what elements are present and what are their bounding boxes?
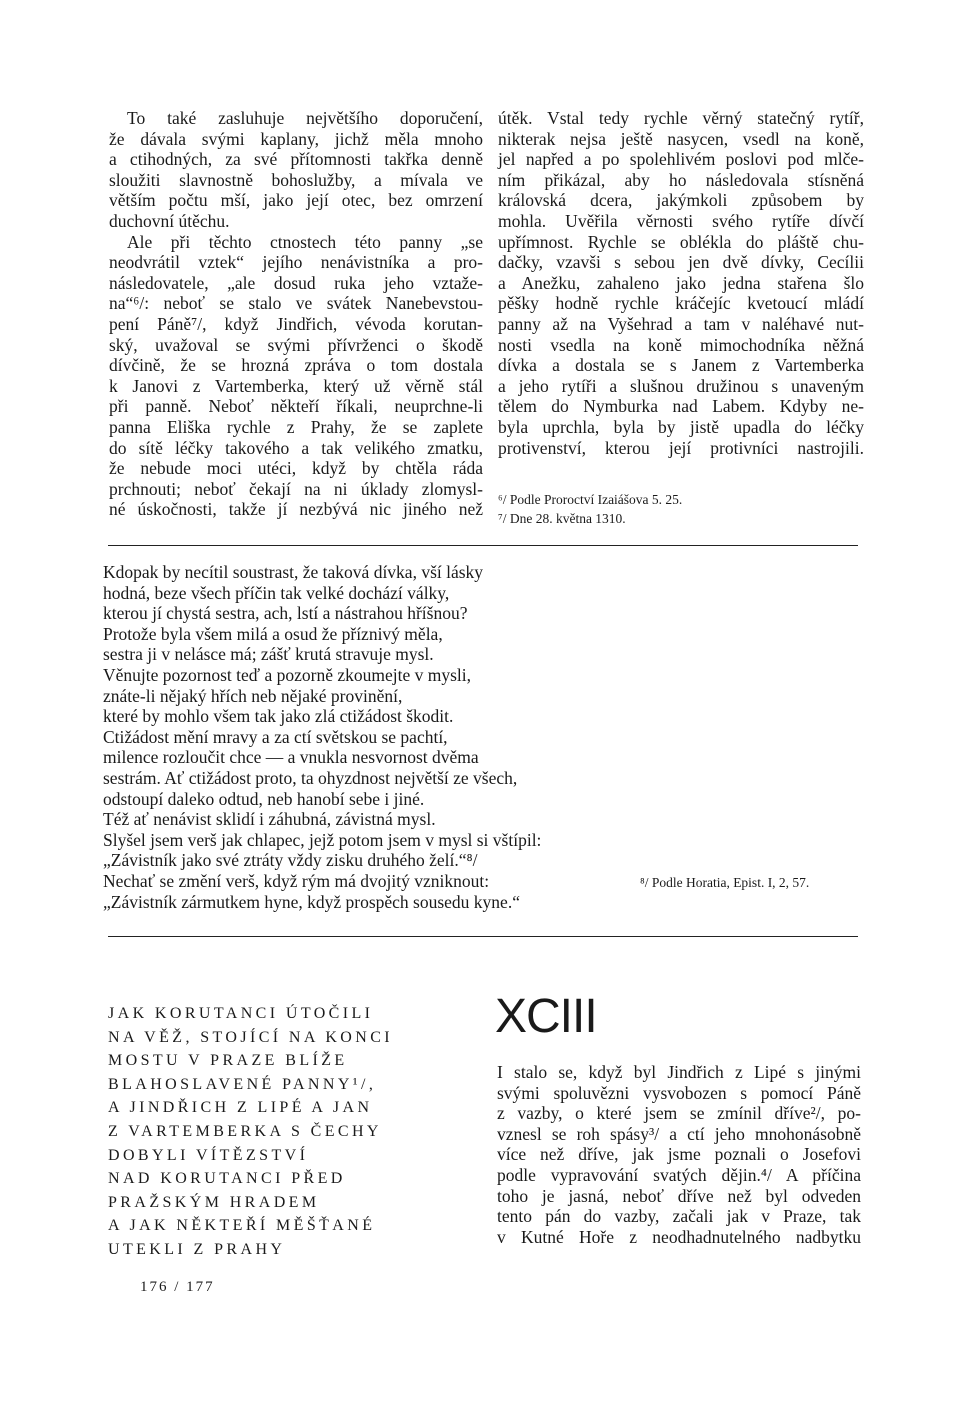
poem-line: Věnujte pozornost teď a pozorně zkoumejte v mysli, (103, 664, 472, 685)
text-line: více než dříve, jak jsme poznali o Josefovi (497, 1144, 861, 1165)
poem-line: Slyšel jsem verš jak chlapec, jejž potom jsem v mysl si vštípil: (103, 829, 542, 850)
text-line: tělem do Nymburka nad Labem. Kdyby ne- (498, 396, 864, 417)
poem-line: odstoupí daleko odtud, neb hanobí sebe i jiné. (103, 788, 425, 809)
text-line: vznesl se roh spásy³/ a ctí jeho mnohonásobně (497, 1123, 861, 1144)
poem-line: Ctižádost mění mravy a za ctí světskou se pachtí, (103, 726, 448, 747)
poem-footnote: ⁸/ Podle Horatia, Epist. I, 2, 57. (640, 875, 810, 890)
text-line: duchovní útěchu. (109, 210, 230, 231)
text-line: následovatele, „ale dosud ruka jeho vztaže- (109, 272, 483, 293)
divider (108, 545, 858, 546)
left-text-column (109, 108, 483, 520)
text-line: při panně. Neboť někteří říkali, neuprchne-li (109, 396, 483, 417)
poem-line: Protože byla všem milá a osud že příznivý měla, (103, 623, 443, 644)
poem-line: „Závistník zármutkem hyne, když prospěch sousedu kyne.“ (103, 891, 520, 912)
text-line: královská dcera, jakýmkoli způsobem by (498, 190, 864, 211)
poem-line: hodná, beze všech příčin tak velké dochází války, (103, 582, 450, 603)
text-line: jel napřed a po spolehlivém poslovi pod mlče- (498, 149, 864, 170)
poem-line: které by mohlo všem tak jako zlá ctižádost škodit. (103, 706, 454, 727)
poem-line: kterou jí chystá sestra, ach, lstí a nástrahou hříšnou? (103, 603, 468, 624)
text-line: ský, uvažoval se svými přívrženci o škodě (109, 334, 483, 355)
heading-line: NA VĚŽ, STOJÍCÍ NA KONCI (108, 1028, 394, 1046)
text-line: a Anežku, zahaleno jako jedna stařena šlo (498, 272, 864, 293)
heading-line: NAD KORUTANCI PŘED (108, 1170, 346, 1188)
poem-line: sestra ji v nelásce má; zášť krutá stravuje mysl. (103, 644, 434, 665)
poem-line: Též ať nenávist sklidí i záhubná, závistná mysl. (103, 809, 436, 830)
poem-line: milence rozloučit chce — a vnukla nesvornost dvěma (103, 747, 479, 768)
text-line: panny až na Vyšehrad a tam v naléhavé nut- (498, 313, 864, 334)
text-line: upřímnost. Rychle se oblékla do pláště chu- (498, 231, 864, 252)
text-line: k Janovi z Vartemberka, který už věrně stál (109, 375, 483, 396)
text-line: nosti vsedla na koně mimochodníka něžná (498, 334, 864, 355)
footnote: ⁷/ Dne 28. května 1310. (498, 511, 626, 526)
text-line: svými spoluvězni vysvobozen s pomocí Páně (497, 1082, 861, 1103)
heading-line: DOBYLI VÍTĚZSTVÍ (108, 1146, 309, 1164)
text-line: I stalo se, když byl Jindřich z Lipé s jinými (497, 1062, 861, 1082)
poem-line: sestrám. Ať ctižádost proto, ta ohyzdnost největší ze všech, (103, 767, 518, 788)
divider (108, 936, 858, 937)
heading-line: Z VARTEMBERKA S ČECHY (108, 1122, 382, 1140)
footnote: ⁶/ Podle Proroctví Izaiášova 5. 25. (498, 492, 683, 507)
heading-line: UTEKLI Z PRAHY (108, 1240, 286, 1258)
poem-line: „Závistník jako své ztráty vždy zisku druhého želí.“⁸/ (103, 850, 478, 871)
text-line: pěšky hodně rychle kráčejíc kvetoucí mládí (498, 293, 864, 314)
text-line: tento pán do vazby, začali jak v Praze, tak (497, 1206, 861, 1227)
text-line: na“⁶/: neboť se stalo ve svátek Nanebevstou- (109, 293, 483, 314)
text-line: mohla. Uvěřila věrnosti svého rytíře dívčí (498, 210, 864, 231)
text-line: pení Páně⁷/, když Jindřich, vévoda korutan- (109, 313, 483, 334)
text-line: protivenství, kterou její protivníci nastrojili. (498, 437, 864, 458)
text-line: Ale při těchto ctnostech této panny „se (127, 231, 483, 252)
chapter-number: XCIII (495, 990, 597, 1043)
heading-line: MOSTU V PRAZE BLÍŽE (108, 1052, 348, 1070)
chapter-heading (108, 1002, 418, 1262)
text-line: že dávala svými kaplany, jichž měla mnoho (109, 128, 483, 149)
text-line: do sítě léčky takového a tak velikého zmatku, (109, 437, 483, 458)
text-line: v Kutné Hoře z neodhadnutelného nadbytku (497, 1226, 861, 1247)
text-line: že nebude moci utéci, když by chtěla ráda (109, 458, 483, 479)
right-text-column (498, 108, 864, 458)
text-line: toho je jasná, neboť dříve než byl odveden (497, 1185, 861, 1206)
text-line: né úskočnosti, takže jí nezbývá nic jiného než (109, 499, 483, 520)
text-line: podle vypravování svatých dějin.⁴/ A příčina (497, 1164, 861, 1185)
heading-line: BLAHOSLAVENÉ PANNY¹/, (108, 1075, 377, 1093)
text-line: dívka a dostala se s Janem z Vartemberka (498, 355, 864, 376)
poem-line: Nechať se změní verš, když rým má dvojitý vzniknout: (103, 870, 490, 891)
text-line: dívčině, že se hrozná zpráva o tom dostala (109, 355, 483, 376)
text-line: neodvrátil vztek“ jejího nenávistníka a pro- (109, 252, 483, 273)
text-line: a ctihodných, za své přítomnosti takřka denně (109, 149, 483, 170)
heading-line: A JAK NĚKTEŘÍ MĚŠŤANÉ (108, 1217, 376, 1235)
chapter-body (497, 1062, 861, 1247)
text-line: sloužiti slavnostně bohoslužby, a mívala ve (109, 169, 483, 190)
poem-line: znáte-li nějaký hřích neb nějaké provinění, (103, 685, 403, 706)
footnotes (498, 490, 858, 528)
text-line: větším počtu mší, jako její otec, bez omrzení (109, 190, 483, 211)
text-line: nikterak nejsa ještě nasycen, vsedl na koně, (498, 128, 864, 149)
text-line: byla uprchla, byla by jistě upadla do léčky (498, 416, 864, 437)
text-line: ním přikázal, aby ho následovala stísněná (498, 169, 864, 190)
page-number: 176 / 177 (140, 1279, 215, 1295)
heading-line: A JINDŘICH Z LIPÉ A JAN (108, 1099, 373, 1117)
text-line: dačky, vzavši s sebou jen dvě dívky, Cecílii (498, 252, 864, 273)
text-line: a jeho rytíři a slušnou družinou s unaveným (498, 375, 864, 396)
poem (103, 562, 633, 912)
text-line: To také zasluhuje největšího doporučení, (127, 108, 483, 128)
text-line: z vazby, o které jsem se zmínil dříve²/, po- (497, 1103, 861, 1124)
heading-line: PRAŽSKÝM HRADEM (108, 1193, 320, 1211)
text-line: útěk. Vstal tedy rychle věrný statečný rytíř, (498, 108, 864, 128)
poem-line: Kdopak by necítil soustrast, že taková dívka, vší lásky (103, 562, 484, 582)
heading-line: JAK KORUTANCI ÚTOČILI (108, 1005, 374, 1022)
text-line: panna Eliška rychle z Prahy, že se zaplete (109, 416, 483, 437)
text-line: prchnouti; neboť čekají na ni úklady zlomysl- (109, 478, 483, 499)
